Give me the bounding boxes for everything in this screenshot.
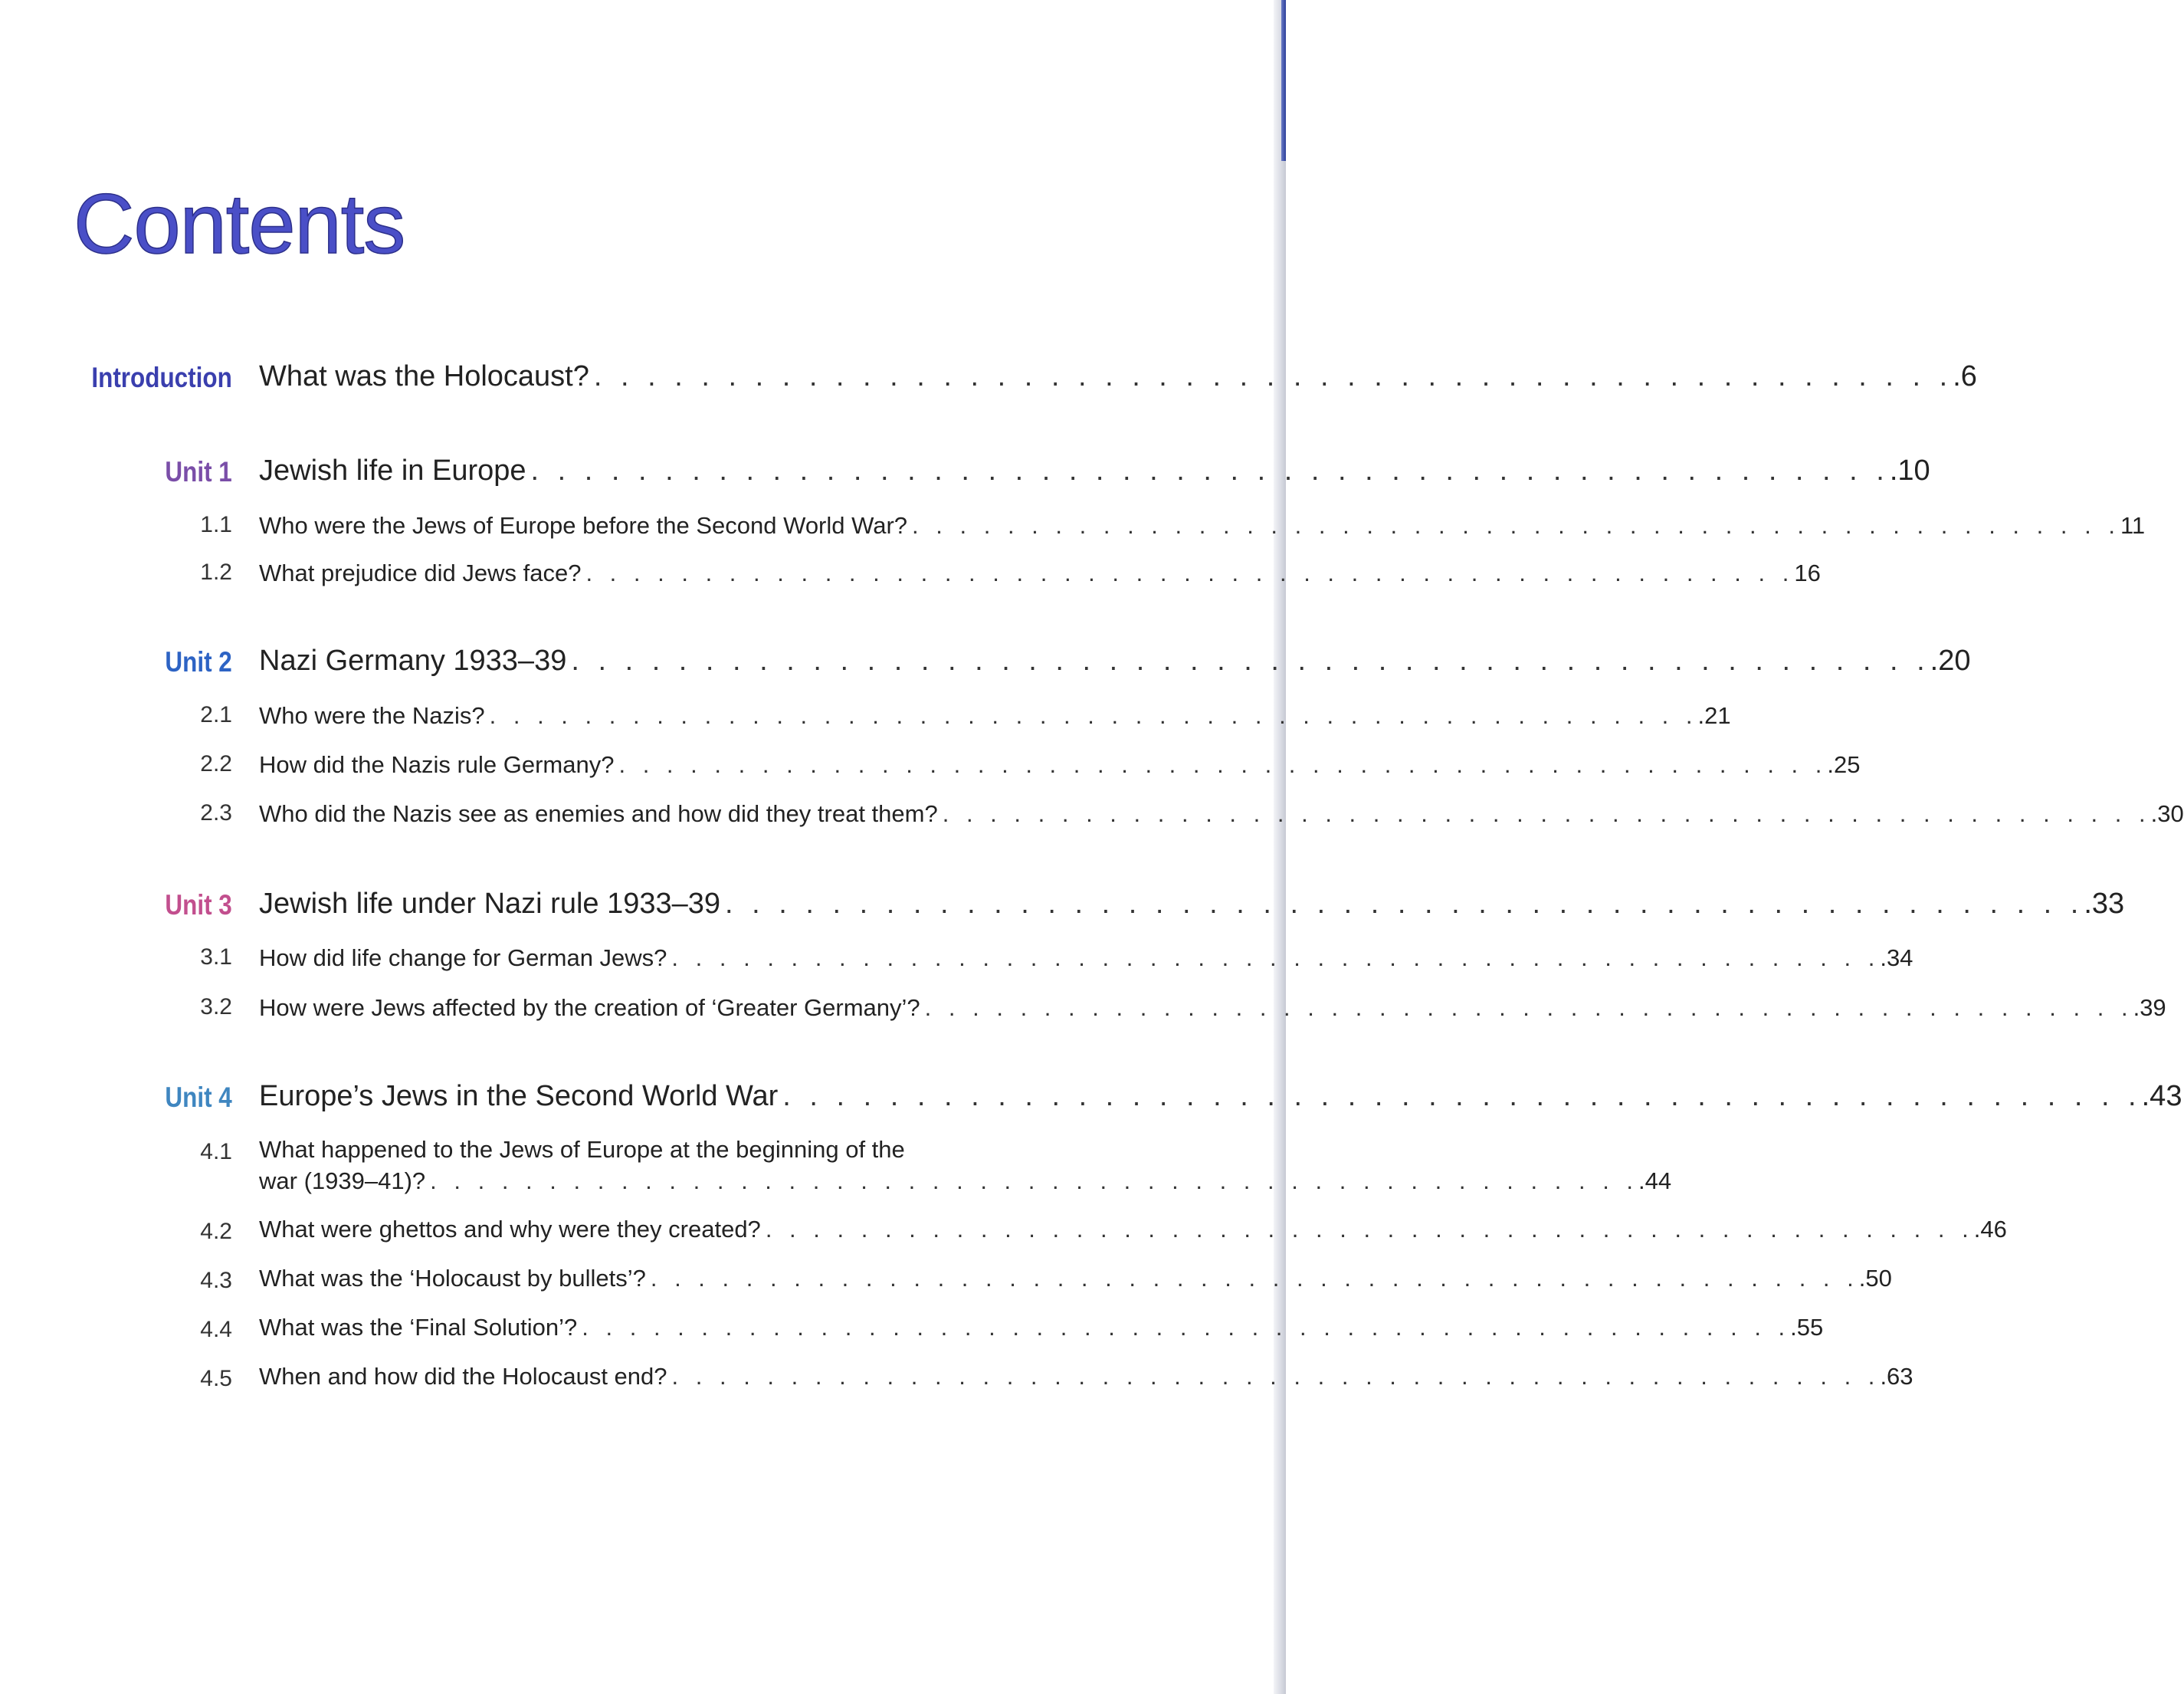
leader-dots: . . . . . . . . . . . . . . . . . . . . . . . . . . . . . . . . . . . . . . . . . . . . . . . . . . . [593,360,1953,392]
section-number: 2.2 [200,751,232,776]
section-page: 11 [2120,512,2146,539]
section-page: .44 [1638,1167,1672,1194]
section-page: .50 [1858,1265,1892,1292]
toc-introduction[interactable] [0,360,1977,399]
section-page: .25 [1827,751,1861,778]
section-page: .21 [1697,702,1731,729]
section-entry [259,994,2166,1022]
leader-dots: . . . . . . . . . . . . . . . . . . . . . . . . . . . . . . . . . . . . . . . . . . . . . . . . . . . [650,1265,1859,1292]
section-entry [259,702,1731,730]
toc-section-2-1[interactable] [0,699,1731,737]
section-title: What prejudice did Jews face? [259,560,582,586]
section-page: .30 [2150,800,2184,827]
leader-dots: . . . . . . . . . . . . . . . . . . . . . . . . . . . . . . . . . . . . . . . . . . . . . . . . . . . [924,994,2133,1021]
section-number: 4.3 [200,1268,232,1293]
leader-dots: . . . . . . . . . . . . . . . . . . . . . . . . . . . . . . . . . . . . . . . . . . . . . . . . . . . [782,1080,2142,1112]
leader-dots: . . . . . . . . . . . . . . . . . . . . . . . . . . . . . . . . . . . . . . . . . . . . . . . . . . . [430,1167,1639,1194]
unit-4-label: Unit 4 [165,1082,232,1113]
section-title: What was the ‘Final Solution’? [259,1314,578,1341]
section-number: 4.2 [200,1219,232,1244]
section-page: 16 [1794,560,1821,586]
toc-section-4-2[interactable] [0,1213,2007,1251]
leader-dots: . . . . . . . . . . . . . . . . . . . . . . . . . . . . . . . . . . . . . . . . . . . . . . . . . . . [671,944,1881,971]
section-title: How were Jews affected by the creation of ‘Greater Germany’? [259,994,920,1021]
unit-4-title: Europe’s Jews in the Second World War [259,1080,779,1112]
page-edge-tab [1281,0,1286,161]
unit-2-page: .20 [1930,645,1971,677]
unit-2-entry [259,645,1971,678]
leader-dots: . . . . . . . . . . . . . . . . . . . . . . . . . . . . . . . . . . . . . . . . . . . . . . . . . . . [725,888,2084,920]
unit-3-page: .33 [2084,888,2125,920]
section-page: .46 [1973,1216,2007,1243]
leader-dots: . . . . . . . . . . . . . . . . . . . . . . . . . . . . . . . . . . . . . . . . . . . . . . . . . . . [942,800,2151,827]
section-title: When and how did the Holocaust end? [259,1363,667,1390]
section-title: Who did the Nazis see as enemies and how did they treat them? [259,800,938,827]
leader-dots: . . . . . . . . . . . . . . . . . . . . . . . . . . . . . . . . . . . . . . . . . . . . . . . . . . . [912,512,2120,539]
section-number: 3.2 [200,994,232,1019]
unit-4-page: .43 [2141,1080,2182,1112]
section-entry [259,1314,1824,1341]
leader-dots: . . . . . . . . . . . . . . . . . . . . . . . . . . . . . . . . . . . . . . . . . . . . . . . . . . . [671,1363,1881,1390]
toc-section-4-5[interactable] [0,1360,1913,1398]
section-page: .39 [2133,994,2166,1021]
section-title: war (1939–41)? [259,1167,426,1194]
section-number: 3.1 [200,944,232,970]
section-title: How did the Nazis rule Germany? [259,751,615,778]
section-entry [259,1363,1913,1390]
section-number: 4.4 [200,1317,232,1342]
toc-unit-4[interactable] [0,1080,2182,1118]
toc-unit-2[interactable] [0,645,1971,683]
section-number: 1.2 [200,560,232,585]
unit-2-label: Unit 2 [165,646,232,678]
section-entry [259,800,2184,828]
leader-dots: . . . . . . . . . . . . . . . . . . . . . . . . . . . . . . . . . . . . . . . . . . . . . . . . . . . [765,1216,1974,1243]
section-page: .55 [1790,1314,1824,1341]
section-number: 4.5 [200,1366,232,1391]
toc-section-3-2[interactable] [0,991,2166,1029]
unit-1-title: Jewish life in Europe [259,455,526,487]
toc-section-2-3[interactable] [0,797,2184,836]
unit-3-title: Jewish life under Nazi rule 1933–39 [259,888,721,920]
introduction-title: What was the Holocaust? [259,360,589,392]
section-number: 2.3 [200,800,232,826]
introduction-label: Introduction [91,362,232,393]
section-page: .63 [1880,1363,1913,1390]
leader-dots: . . . . . . . . . . . . . . . . . . . . . . . . . . . . . . . . . . . . . . . . . . . . . . . . . . . [571,645,1930,677]
leader-dots: . . . . . . . . . . . . . . . . . . . . . . . . . . . . . . . . . . . . . . . . . . . . . . . . . . . [582,1314,1791,1341]
page-edge-shading [1274,0,1286,1694]
toc-unit-3[interactable] [0,888,2125,926]
introduction-entry [259,360,1977,393]
section-title: What were ghettos and why were they created? [259,1216,761,1243]
section-title-line-1: What happened to the Jews of Europe at the beginning of the [259,1136,905,1163]
section-entry [259,560,1821,587]
section-entry [259,1216,2007,1243]
section-number: 2.1 [200,702,232,727]
toc-section-1-1[interactable] [0,509,2146,547]
toc-section-4-3[interactable] [0,1262,1892,1300]
unit-1-label: Unit 1 [165,456,232,488]
leader-dots: . . . . . . . . . . . . . . . . . . . . . . . . . . . . . . . . . . . . . . . . . . . . . . . . . . . [530,455,1890,487]
section-title: Who were the Jews of Europe before the Second World War? [259,512,908,539]
toc-section-2-2[interactable] [0,748,1861,786]
section-number: 4.1 [200,1139,232,1164]
toc-section-4-1[interactable] [0,1133,1672,1203]
section-entry [259,1167,1672,1195]
unit-1-entry [259,455,1930,488]
section-entry [259,751,1861,779]
section-title: How did life change for German Jews? [259,944,667,971]
unit-2-title: Nazi Germany 1933–39 [259,645,567,677]
unit-1-page: .10 [1889,455,1930,487]
section-entry [259,512,2146,540]
toc-section-3-1[interactable] [0,941,1913,980]
section-title: What was the ‘Holocaust by bullets’? [259,1265,646,1292]
section-entry [259,1265,1892,1292]
leader-dots: . . . . . . . . . . . . . . . . . . . . . . . . . . . . . . . . . . . . . . . . . . . . . . . . . . . [585,560,1795,586]
section-page: .34 [1880,944,1913,971]
page-title: Contents [74,177,405,271]
toc-section-4-4[interactable] [0,1311,1824,1349]
unit-4-entry [259,1080,2182,1113]
unit-3-label: Unit 3 [165,889,232,921]
introduction-page: .6 [1953,360,1977,392]
leader-dots: . . . . . . . . . . . . . . . . . . . . . . . . . . . . . . . . . . . . . . . . . . . . . . . . . . . [489,702,1698,729]
unit-3-entry [259,888,2125,921]
section-title: Who were the Nazis? [259,702,485,729]
section-number: 1.1 [200,512,232,537]
toc-unit-1[interactable] [0,455,1930,493]
section-entry [259,944,1913,972]
toc-section-1-2[interactable] [0,556,1821,595]
leader-dots: . . . . . . . . . . . . . . . . . . . . . . . . . . . . . . . . . . . . . . . . . . . . . . . . . . . [618,751,1828,778]
